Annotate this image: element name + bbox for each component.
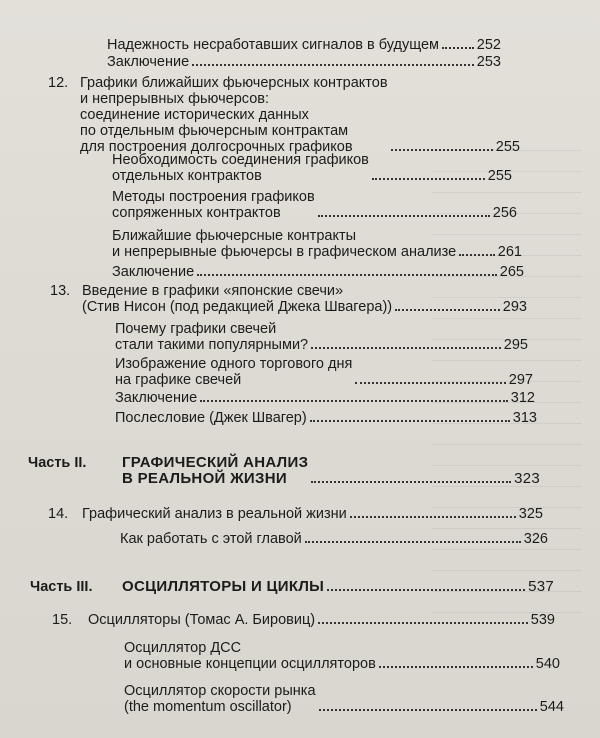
toc-part-2 <box>122 455 540 487</box>
toc-entry-joining-charts <box>112 152 512 184</box>
page-number: 252 <box>476 37 501 53</box>
dot-leader <box>350 516 516 518</box>
entry-title-line: для построения долгосрочных графиков <box>80 139 353 155</box>
entry-title-line: Осциллятор ДСС <box>124 640 242 656</box>
entry-title: Послесловие (Джек Швагер) <box>115 410 307 426</box>
dot-leader <box>319 709 537 711</box>
dot-leader <box>391 149 493 151</box>
entry-title-line: соединение исторических данных <box>80 107 309 123</box>
page-number: 255 <box>495 139 520 155</box>
entry-title-line: Изображение одного торгового дня <box>115 356 353 372</box>
part-title-line: В РЕАЛЬНОЙ ЖИЗНИ <box>122 470 287 487</box>
toc-entry-methods <box>112 189 517 221</box>
entry-title-line: и основные концепции осцилляторов <box>124 656 376 672</box>
toc-chapter-12 <box>80 75 520 155</box>
entry-title-line: на графике свечей <box>115 372 242 388</box>
page-number: 293 <box>502 299 527 315</box>
page-number: 537 <box>528 578 554 595</box>
dot-leader <box>311 481 511 483</box>
dot-leader <box>372 178 485 180</box>
dot-leader <box>395 309 500 311</box>
chapter-number: 14. <box>48 506 69 522</box>
toc-entry-how-to-work <box>120 531 548 547</box>
entry-title-line: и непрерывные фьючерсы в графическом анализе <box>112 244 457 260</box>
toc-chapter-14 <box>82 506 543 522</box>
dot-leader <box>318 622 528 624</box>
toc-part-3 <box>122 579 554 595</box>
page-number: 261 <box>497 244 522 260</box>
dot-leader <box>305 541 521 543</box>
page-number: 325 <box>518 506 543 522</box>
page-number: 544 <box>539 699 564 715</box>
part-title-line: ОСЦИЛЛЯТОРЫ И ЦИКЛЫ <box>122 578 325 595</box>
toc-chapter-15 <box>88 612 555 628</box>
dot-leader <box>442 47 474 49</box>
page-number: 297 <box>508 372 533 388</box>
toc-entry-one-day <box>115 356 533 388</box>
toc-entry-afterword <box>115 410 537 426</box>
dot-leader <box>197 274 497 276</box>
toc-entry-dss-oscillator <box>124 640 560 672</box>
part-label: Часть II. <box>28 455 87 471</box>
chapter-number: 13. <box>50 283 71 299</box>
toc-entry-why-candles <box>115 321 528 353</box>
entry-title-line: (the momentum oscillator) <box>124 699 292 715</box>
page-number: 255 <box>487 168 512 184</box>
entry-title-line: отдельных контрактов <box>112 168 262 184</box>
entry-title-line: (Стив Нисон (под редакцией Джека Швагера)) <box>82 299 393 315</box>
entry-title: Надежность несработавших сигналов в будущем <box>107 37 440 53</box>
dot-leader <box>200 400 508 402</box>
dot-leader <box>192 64 474 66</box>
page-number: 313 <box>512 410 537 426</box>
toc-entry-conclusion <box>115 390 535 406</box>
entry-title: Осцилляторы (Томас А. Бировиц) <box>88 612 316 628</box>
dot-leader <box>355 382 505 384</box>
entry-title-line: и непрерывных фьючерсов: <box>80 91 270 107</box>
toc-entry-conclusion <box>107 54 501 70</box>
dot-leader <box>459 254 495 256</box>
entry-title-line: Методы построения графиков <box>112 189 315 205</box>
entry-title: Графический анализ в реальной жизни <box>82 506 347 522</box>
page-number: 256 <box>492 205 517 221</box>
entry-title-line: Необходимость соединения графиков <box>112 152 369 168</box>
chapter-number: 12. <box>48 75 69 91</box>
dot-leader <box>327 589 525 591</box>
toc-entry-reliability <box>107 37 501 53</box>
entry-title-line: сопряженных контрактов <box>112 205 281 221</box>
page-number: 312 <box>510 390 535 406</box>
entry-title: Заключение <box>112 264 195 280</box>
part-label: Часть III. <box>30 579 93 595</box>
entry-title-line: Введение в графики «японские свечи» <box>82 283 344 299</box>
dot-leader <box>310 420 510 422</box>
entry-title: Заключение <box>107 54 190 70</box>
toc-entry-momentum-oscillator <box>124 683 564 715</box>
entry-title-line: по отдельным фьючерсным контрактам <box>80 123 349 139</box>
entry-title: Заключение <box>115 390 198 406</box>
toc-chapter-13 <box>82 283 527 315</box>
entry-title-line: Осциллятор скорости рынка <box>124 683 316 699</box>
page-number: 253 <box>476 54 501 70</box>
part-title-line: ГРАФИЧЕСКИЙ АНАЛИЗ <box>122 454 309 471</box>
entry-title-line: Графики ближайших фьючерсных контрактов <box>80 75 388 91</box>
page-number: 295 <box>503 337 528 353</box>
toc-entry-nearby-futures <box>112 228 522 260</box>
toc-entry-conclusion <box>112 264 524 280</box>
entry-title: Как работать с этой главой <box>120 531 302 547</box>
dot-leader <box>318 215 490 217</box>
page-number: 323 <box>514 470 540 487</box>
entry-title-line: стали такими популярными? <box>115 337 309 353</box>
page-number: 540 <box>535 656 560 672</box>
entry-title-line: Ближайшие фьючерсные контракты <box>112 228 357 244</box>
page-number: 539 <box>530 612 555 628</box>
dot-leader <box>311 347 501 349</box>
chapter-number: 15. <box>52 612 73 628</box>
entry-title-line: Почему графики свечей <box>115 321 277 337</box>
dot-leader <box>379 666 533 668</box>
page-number: 326 <box>523 531 548 547</box>
page-number: 265 <box>499 264 524 280</box>
